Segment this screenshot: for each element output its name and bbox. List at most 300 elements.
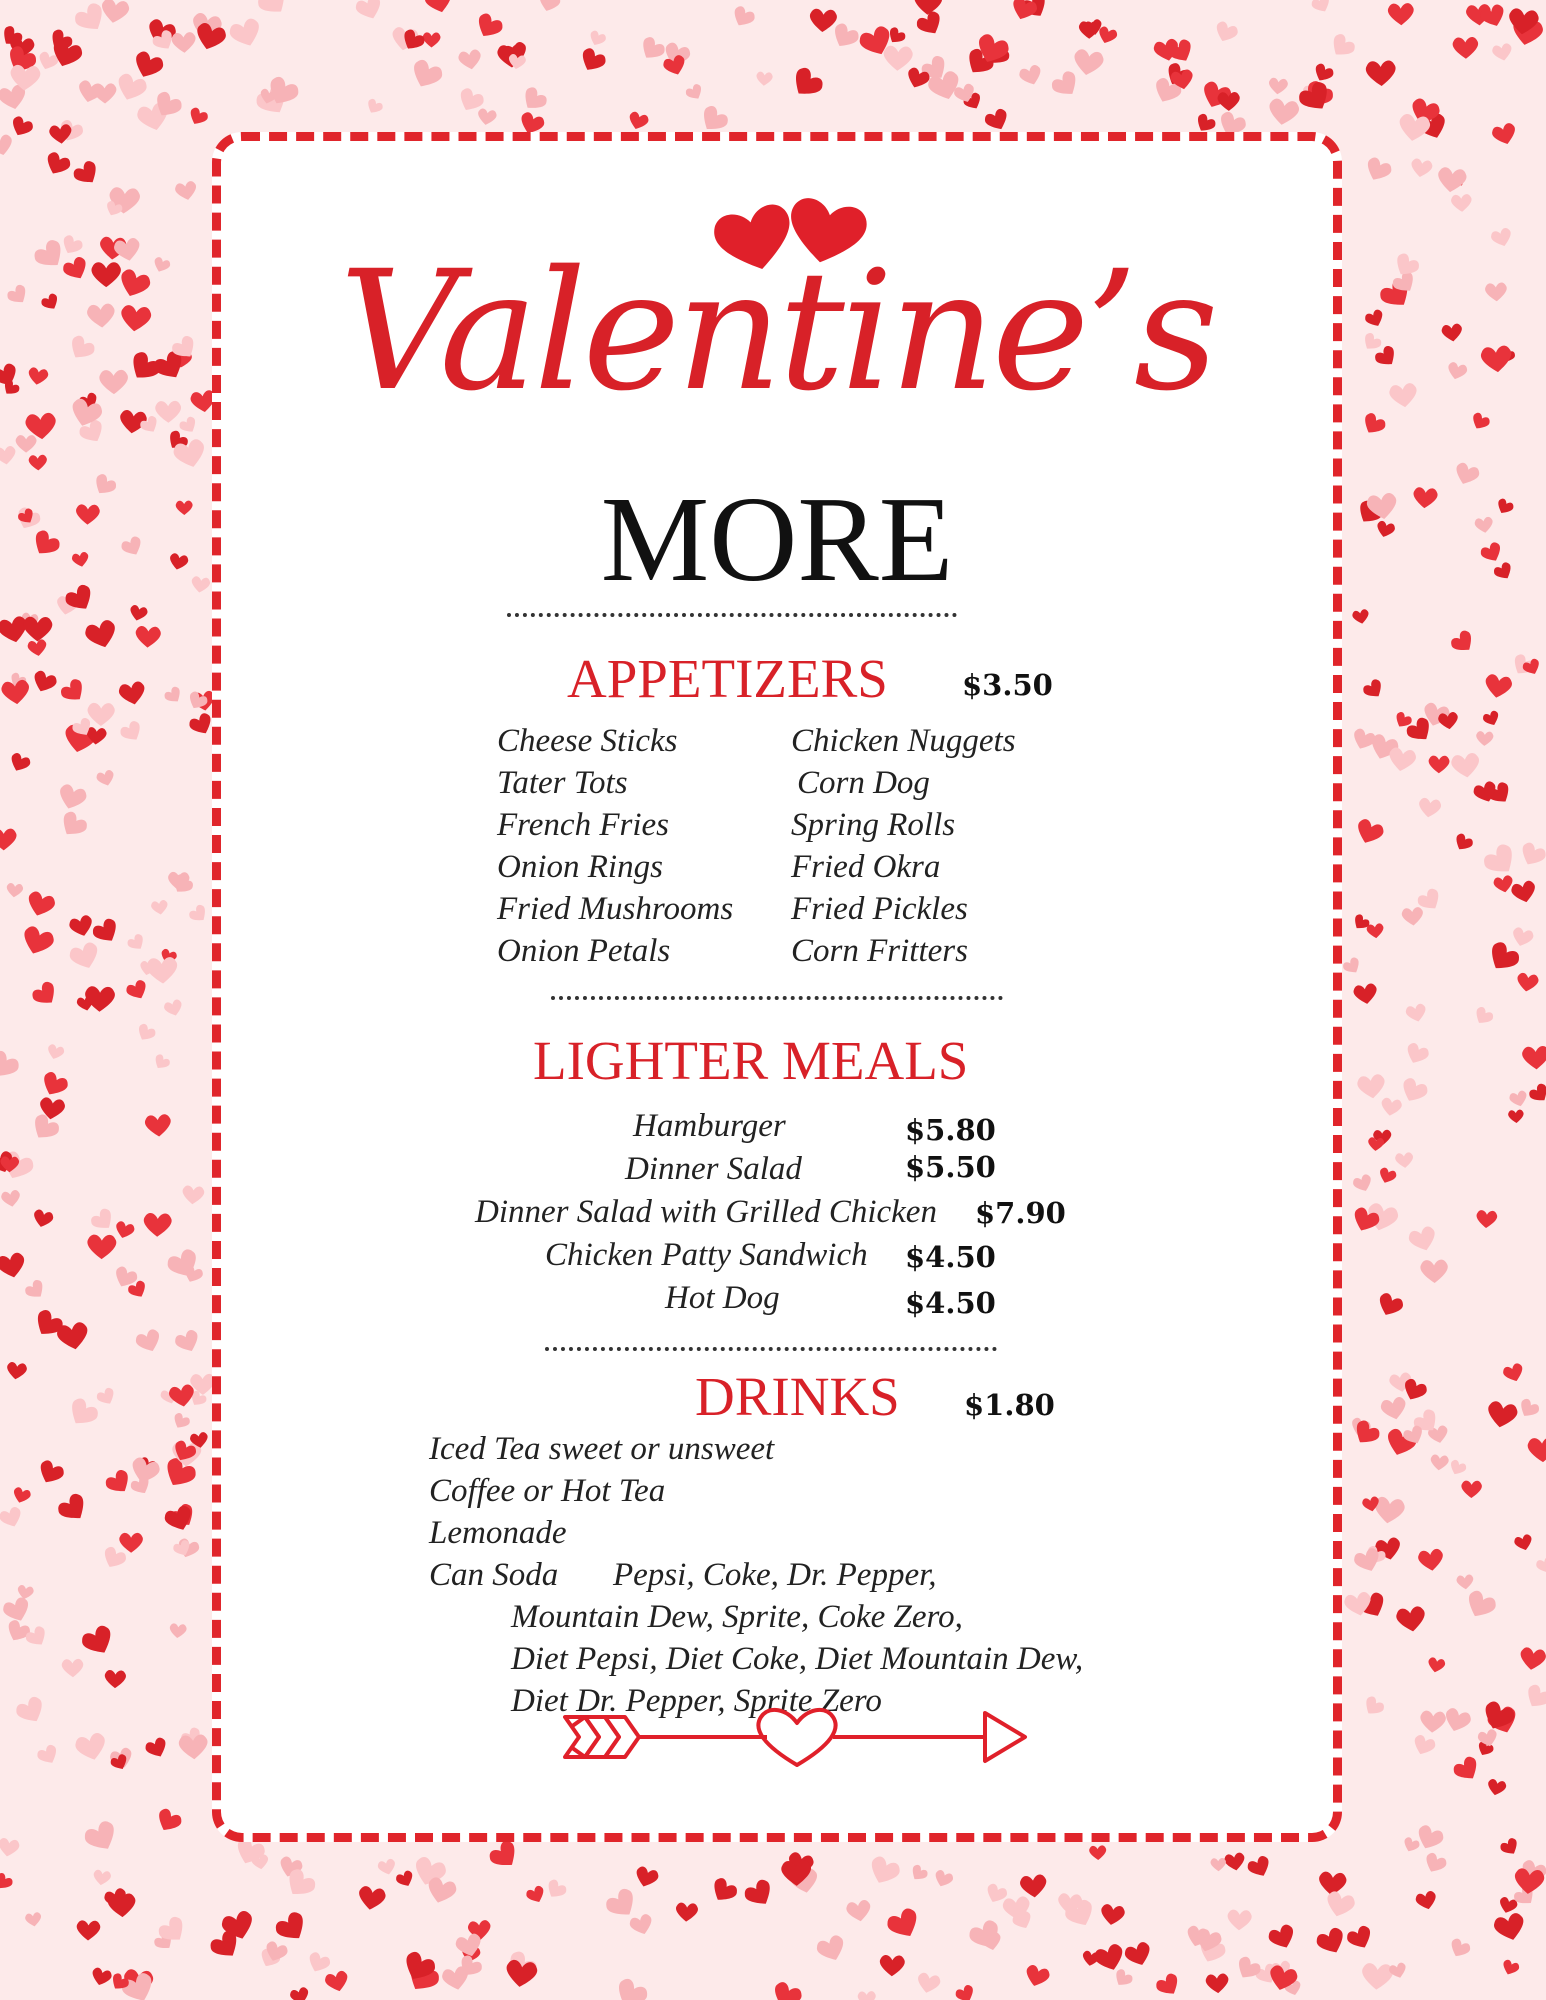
confetti-heart [95, 1386, 118, 1408]
meal-price-1: $5.80 [905, 1113, 996, 1147]
confetti-heart [27, 367, 49, 387]
confetti-heart [71, 551, 90, 568]
drink-item-2: Coffee or Hot Tea [429, 1473, 666, 1509]
confetti-heart [1361, 1963, 1394, 1991]
confetti-heart [90, 472, 118, 499]
confetti-heart [487, 1838, 523, 1873]
divider-2 [551, 996, 1003, 1000]
confetti-heart [0, 829, 17, 851]
confetti-heart [611, 1976, 650, 2000]
confetti-heart [86, 303, 115, 329]
appetizer-right-2: Corn Dog [797, 765, 930, 801]
appetizer-left-6: Onion Petals [497, 933, 671, 969]
confetti-heart [603, 1886, 641, 1923]
confetti-heart [8, 115, 35, 140]
meal-item-1: Hamburger [633, 1108, 786, 1144]
confetti-heart [1366, 923, 1384, 939]
meal-price-4: $4.50 [905, 1240, 996, 1274]
confetti-heart [1510, 926, 1535, 948]
confetti-heart [1314, 1926, 1349, 1959]
confetti-heart [95, 769, 116, 788]
confetti-heart [151, 256, 171, 275]
confetti-heart [1388, 382, 1418, 409]
confetti-heart [1462, 1588, 1498, 1622]
confetti-heart [809, 8, 838, 33]
confetti-heart [1476, 1210, 1498, 1229]
confetti-heart [91, 262, 120, 287]
confetti-heart [119, 304, 152, 333]
confetti-heart [458, 49, 483, 72]
confetti-heart [1449, 628, 1478, 657]
confetti-heart [1268, 77, 1289, 95]
appetizer-right-6: Corn Fritters [791, 933, 968, 969]
confetti-heart [99, 0, 130, 25]
confetti-heart [104, 1670, 126, 1689]
confetti-heart [83, 618, 119, 651]
confetti-heart [71, 159, 102, 190]
meal-price-3: $7.90 [975, 1196, 1066, 1230]
confetti-heart [1405, 1003, 1428, 1024]
confetti-heart [174, 180, 198, 202]
confetti-heart [1361, 1694, 1386, 1719]
confetti-heart [1461, 1481, 1482, 1499]
confetti-heart [187, 903, 210, 926]
confetti-heart [1441, 323, 1464, 343]
soda-line-4: Diet Dr. Pepper, Sprite Zero [511, 1683, 882, 1719]
confetti-heart [1019, 1874, 1048, 1899]
confetti-heart [5, 283, 31, 308]
confetti-heart [472, 11, 505, 42]
confetti-heart [1474, 516, 1494, 534]
confetti-heart [1479, 541, 1505, 566]
confetti-heart [1387, 746, 1417, 773]
confetti-heart [124, 978, 150, 1003]
confetti-heart [155, 401, 181, 423]
confetti-heart [0, 1505, 25, 1530]
confetti-heart [423, 0, 455, 16]
confetti-heart [153, 1807, 184, 1836]
confetti-heart [92, 1869, 111, 1886]
confetti-heart [1380, 1097, 1403, 1117]
confetti-heart [176, 501, 193, 516]
confetti-heart [168, 1384, 196, 1409]
appetizer-left-3: French Fries [497, 807, 669, 843]
confetti-heart [0, 1189, 21, 1208]
confetti-heart [1500, 1958, 1520, 1977]
confetti-heart [407, 57, 444, 92]
confetti-heart [49, 124, 73, 145]
confetti-heart [357, 1885, 387, 1912]
confetti-heart [1427, 1657, 1446, 1674]
drinks-title: DRINKS [695, 1366, 900, 1427]
confetti-heart [170, 1412, 191, 1432]
confetti-heart [1428, 755, 1449, 773]
confetti-heart [1527, 1082, 1546, 1106]
appetizers-title: APPETIZERS [567, 648, 888, 709]
confetti-heart [884, 1906, 923, 1943]
confetti-heart [82, 1818, 122, 1856]
confetti-heart [163, 998, 185, 1018]
confetti-heart [28, 454, 47, 470]
confetti-heart [87, 703, 115, 726]
confetti-heart [1072, 48, 1105, 77]
confetti-heart [1407, 1225, 1439, 1254]
can-soda-label: Can Soda [429, 1557, 559, 1593]
confetti-heart [1377, 1166, 1398, 1185]
confetti-heart [1451, 1754, 1483, 1785]
confetti-heart [1513, 1533, 1534, 1552]
confetti-heart [64, 1396, 101, 1432]
confetti-heart [178, 415, 200, 436]
appetizer-right-3: Spring Rolls [791, 807, 956, 843]
confetti-heart [11, 1486, 32, 1505]
confetti-heart [829, 21, 862, 52]
confetti-heart [1485, 282, 1508, 302]
confetti-heart [1430, 1454, 1450, 1471]
confetti-heart [1154, 1971, 1184, 1999]
confetti-heart [65, 333, 97, 364]
confetti-heart [46, 1043, 66, 1061]
arrow-with-heart-icon [563, 1701, 1033, 1781]
confetti-heart [42, 150, 72, 178]
confetti-heart [915, 1972, 941, 1996]
confetti-heart [729, 4, 756, 30]
confetti-heart [1446, 361, 1469, 382]
confetti-heart [914, 0, 943, 15]
confetti-heart [89, 1206, 118, 1234]
confetti-heart [1517, 840, 1546, 870]
confetti-heart [1452, 37, 1478, 59]
confetti-heart [79, 1623, 118, 1660]
confetti-heart [1210, 1858, 1226, 1872]
confetti-heart [1516, 972, 1540, 993]
confetti-heart [120, 535, 146, 559]
confetti-heart [1395, 1152, 1414, 1169]
confetti-heart [1049, 69, 1083, 102]
confetti-heart [1353, 817, 1386, 848]
confetti-heart [24, 890, 57, 920]
confetti-heart [255, 0, 292, 20]
confetti-heart [1452, 832, 1475, 854]
confetti-heart [1401, 1836, 1421, 1854]
meal-item-2: Dinner Salad [625, 1151, 802, 1187]
confetti-heart [6, 883, 24, 899]
confetti-heart [1403, 1041, 1431, 1067]
confetti-heart [1401, 907, 1424, 927]
confetti-heart [769, 1980, 804, 2000]
confetti-heart [1089, 1845, 1107, 1860]
confetti-heart [1447, 1937, 1472, 1961]
confetti-heart [1362, 155, 1393, 185]
confetti-heart [1018, 64, 1044, 88]
confetti-heart [1502, 1362, 1526, 1384]
confetti-heart [1447, 1459, 1467, 1478]
confetti-heart [1111, 1967, 1134, 1989]
confetti-heart [865, 1854, 902, 1888]
confetti-heart [1397, 113, 1431, 143]
confetti-heart [1510, 880, 1538, 905]
confetti-heart [1480, 345, 1513, 374]
confetti-heart [35, 1743, 61, 1767]
confetti-heart [1491, 122, 1519, 148]
confetti-heart [845, 1899, 872, 1923]
confetti-heart [1492, 561, 1515, 583]
confetti-heart [1527, 1437, 1546, 1463]
confetti-heart [59, 234, 85, 258]
confetti-heart [61, 255, 91, 284]
confetti-heart [56, 783, 89, 813]
confetti-heart [126, 932, 148, 953]
appetizer-right-4: Fried Okra [791, 849, 941, 885]
confetti-heart [119, 1533, 143, 1553]
confetti-heart [1023, 1964, 1051, 1990]
confetti-heart [85, 986, 116, 1012]
confetti-heart [1323, 1890, 1356, 1920]
divider-3 [545, 1347, 997, 1351]
confetti-heart [173, 1328, 202, 1356]
confetti-heart [25, 1912, 43, 1928]
confetti-heart [68, 914, 95, 939]
confetti-heart [40, 292, 62, 313]
confetti-heart [1373, 344, 1400, 371]
confetti-heart [1499, 1836, 1522, 1858]
confetti-heart [908, 1863, 929, 1884]
confetti-heart [1491, 42, 1513, 62]
divider-1 [507, 613, 957, 617]
appetizer-left-1: Cheese Sticks [497, 723, 678, 759]
appetizer-left-4: Onion Rings [497, 849, 663, 885]
confetti-heart [1266, 1923, 1298, 1953]
confetti-heart [100, 1545, 129, 1572]
confetti-heart [1485, 1400, 1519, 1430]
meal-item-3: Dinner Salad with Grilled Chicken [475, 1194, 937, 1230]
confetti-heart [116, 267, 153, 301]
confetti-heart [1522, 1682, 1546, 1712]
confetti-heart [87, 1234, 116, 1259]
confetti-heart [14, 1694, 49, 1727]
confetti-heart [525, 1884, 548, 1905]
confetti-heart [130, 49, 165, 82]
confetti-heart [1388, 3, 1415, 26]
confetti-heart [536, 0, 561, 14]
confetti-heart [144, 1114, 172, 1138]
confetti-heart [0, 445, 17, 465]
confetti-heart [377, 1858, 398, 1877]
confetti-heart [171, 32, 196, 54]
confetti-heart [1398, 1076, 1430, 1106]
confetti-heart [55, 1491, 91, 1526]
confetti-heart [62, 1659, 84, 1678]
lighter-meals-title: LIGHTER MEALS [533, 1030, 969, 1091]
confetti-heart [6, 1361, 28, 1380]
confetti-heart [324, 1970, 351, 1994]
confetti-heart [883, 45, 913, 71]
confetti-heart [1205, 1973, 1229, 1994]
confetti-heart [1327, 32, 1358, 62]
confetti-heart [1422, 1851, 1449, 1876]
confetti-heart [1450, 752, 1481, 779]
confetti-heart [90, 916, 122, 947]
confetti-heart [30, 979, 61, 1010]
confetti-heart [1420, 1259, 1448, 1283]
confetti-heart [190, 576, 211, 594]
confetti-heart [23, 1278, 48, 1303]
confetti-heart [1436, 166, 1467, 194]
confetti-heart [1099, 1903, 1125, 1926]
meal-item-4: Chicken Patty Sandwich [545, 1237, 868, 1273]
drinks-price: $1.80 [964, 1388, 1055, 1422]
confetti-heart [1345, 1924, 1376, 1953]
confetti-heart [1417, 797, 1442, 819]
drink-item-3: Lemonade [429, 1515, 567, 1551]
confetti-heart [354, 0, 385, 23]
confetti-heart [633, 1865, 660, 1890]
confetti-heart [1341, 956, 1363, 977]
confetti-heart [954, 1983, 977, 2000]
appetizer-left-2: Tater Tots [497, 765, 628, 801]
confetti-heart [1419, 1710, 1446, 1733]
confetti-heart [1472, 1005, 1496, 1028]
confetti-heart [756, 71, 773, 86]
confetti-heart [74, 1731, 109, 1763]
confetti-heart [289, 1986, 311, 2000]
confetti-heart [113, 1220, 135, 1240]
confetti-heart [31, 1208, 54, 1229]
confetti-heart [103, 1468, 134, 1499]
confetti-heart [144, 1736, 171, 1761]
confetti-heart [1224, 1852, 1247, 1872]
confetti-heart [1451, 194, 1473, 213]
confetti-heart [1380, 1396, 1409, 1422]
confetti-heart [1492, 1912, 1527, 1944]
appetizers-price: $3.50 [962, 668, 1053, 702]
confetti-heart [423, 32, 441, 47]
confetti-heart [118, 719, 145, 745]
confetti-heart [90, 1967, 113, 1988]
confetti-heart [914, 9, 946, 39]
confetti-heart [28, 1112, 62, 1145]
confetti-heart [76, 504, 100, 525]
confetti-heart [227, 16, 264, 50]
confetti-heart [0, 133, 15, 157]
confetti-heart [1310, 0, 1333, 15]
confetti-heart [932, 1869, 954, 1890]
confetti-heart [19, 924, 56, 958]
confetti-heart [1490, 227, 1514, 249]
confetti-heart [1352, 609, 1371, 626]
appetizer-right-5: Fried Pickles [791, 891, 968, 927]
meal-price-2: $5.50 [905, 1150, 996, 1184]
menu-card [212, 132, 1342, 1842]
confetti-heart [543, 1878, 568, 1902]
confetti-heart [1353, 983, 1379, 1006]
confetti-heart [135, 626, 161, 649]
confetti-heart [1508, 1109, 1524, 1123]
confetti-heart [163, 685, 185, 706]
confetti-heart [1442, 1707, 1473, 1735]
soda-line-1: Pepsi, Coke, Dr. Pepper, [613, 1557, 937, 1593]
confetti-heart [1484, 939, 1523, 976]
confetti-heart [186, 106, 209, 128]
soda-line-2: Mountain Dew, Sprite, Coke Zero, [511, 1599, 963, 1635]
confetti-heart [182, 1185, 205, 1205]
confetti-heart [1360, 331, 1383, 354]
confetti-heart [1123, 1940, 1154, 1969]
script-title: Valentine’s [339, 235, 1215, 427]
confetti-heart [1482, 710, 1502, 729]
confetti-heart [476, 108, 497, 127]
confetti-heart [0, 1048, 22, 1083]
confetti-heart [27, 639, 48, 658]
confetti-heart [168, 552, 189, 571]
confetti-heart [93, 83, 117, 104]
confetti-heart [1364, 308, 1387, 329]
confetti-heart [858, 1991, 877, 2000]
confetti-heart [364, 97, 384, 116]
confetti-heart [58, 677, 88, 707]
appetizer-right-1: Chicken Nuggets [791, 723, 1016, 759]
confetti-heart [56, 809, 89, 841]
soda-line-3: Diet Pepsi, Diet Coke, Diet Mountain Dew, [511, 1641, 1084, 1677]
confetti-heart [29, 528, 63, 561]
confetti-heart [134, 1328, 164, 1356]
confetti-heart [628, 1913, 655, 1938]
confetti-heart [1412, 487, 1438, 509]
confetti-heart [815, 1933, 849, 1965]
confetti-heart [1410, 1733, 1437, 1758]
confetti-heart [1486, 1778, 1507, 1797]
confetti-heart [983, 107, 1012, 134]
confetti-heart [1375, 520, 1396, 539]
confetti-heart [0, 1837, 20, 1858]
confetti-heart [99, 370, 128, 395]
confetti-heart [1452, 461, 1481, 488]
confetti-heart [1494, 497, 1515, 517]
confetti-heart [16, 435, 37, 453]
confetti-heart [150, 899, 169, 915]
confetti-heart [273, 1909, 312, 1946]
confetti-heart [1375, 1291, 1406, 1320]
confetti-heart [305, 1951, 332, 1976]
confetti-heart [1481, 841, 1521, 880]
confetti-heart [38, 1070, 70, 1100]
confetti-heart [587, 29, 607, 48]
confetti-heart [1535, 1556, 1546, 1576]
confetti-heart [637, 35, 668, 65]
confetti-heart [1267, 98, 1300, 128]
confetti-heart [1356, 1073, 1386, 1100]
confetti-heart [577, 46, 608, 76]
confetti-heart [879, 1955, 905, 1977]
confetti-heart [1227, 1909, 1252, 1931]
confetti-heart [1508, 1090, 1529, 1109]
confetti-heart [708, 1876, 740, 1907]
drink-item-1: Iced Tea sweet or unsweet [429, 1431, 775, 1467]
confetti-heart [1516, 1397, 1541, 1421]
confetti-heart [684, 83, 705, 103]
confetti-heart [1476, 731, 1494, 746]
confetti-heart [118, 680, 148, 707]
meal-price-5: $4.50 [905, 1286, 996, 1320]
confetti-heart [742, 1877, 777, 1911]
confetti-heart [1522, 1046, 1546, 1070]
confetti-heart [1361, 677, 1386, 702]
confetti-heart [1009, 0, 1039, 23]
confetti-heart [0, 1251, 28, 1280]
confetti-heart [1456, 1574, 1474, 1590]
confetti-heart [1246, 1854, 1274, 1880]
confetti-heart [68, 940, 103, 972]
